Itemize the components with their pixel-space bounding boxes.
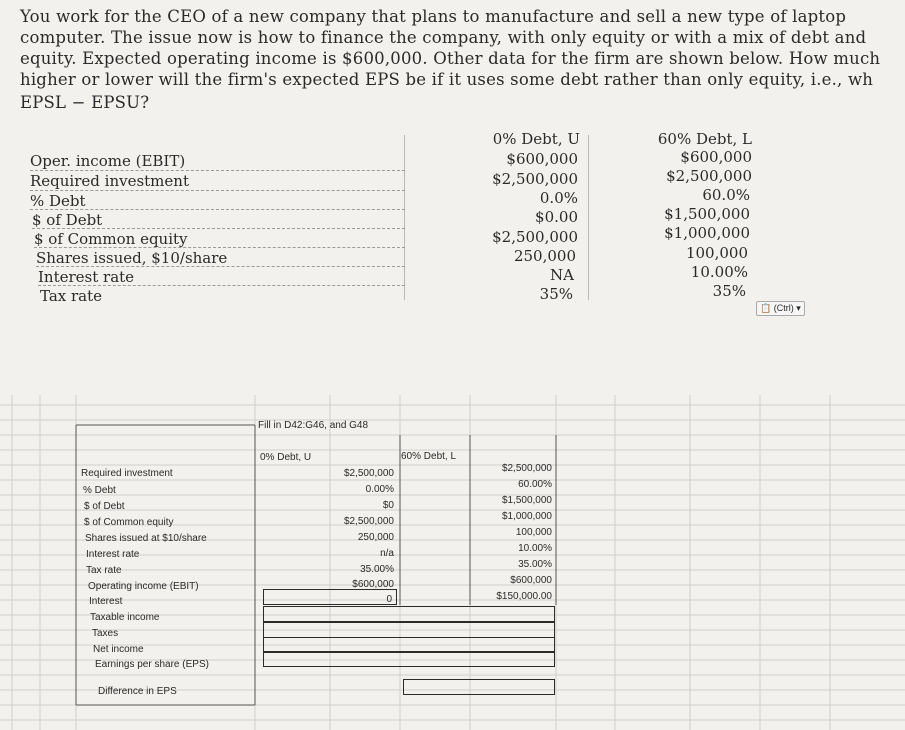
u-tax-rate: 35% (539, 285, 573, 303)
label-dollar-debt: $ of Debt (32, 211, 103, 229)
ws-label: Taxes (92, 628, 119, 639)
ws-u-value: 0 (386, 594, 392, 605)
row-divider (30, 190, 405, 191)
problem-line-1: You work for the CEO of a new company that plans to manufacture and sell a new type of laptop (20, 7, 847, 26)
clipboard-icon: 📋 (760, 303, 772, 313)
row-divider (30, 170, 405, 171)
u-debt: $0.00 (535, 208, 578, 226)
input-cell-eps-difference[interactable] (403, 679, 555, 695)
ws-u-value: 35.00% (360, 564, 394, 575)
ws-label: Difference in EPS (98, 686, 177, 697)
l-interest-rate: 10.00% (690, 263, 748, 281)
ws-label: % Debt (83, 485, 116, 496)
ws-u-value: $0 (382, 500, 394, 511)
u-ebit: $600,000 (506, 150, 578, 168)
input-cell-taxable-income[interactable] (263, 606, 555, 622)
label-ebit: Oper. income (EBIT) (30, 152, 186, 170)
ws-u-value: $2,500,000 (343, 468, 394, 479)
input-cell-eps[interactable] (263, 651, 555, 667)
ws-label: Earnings per share (EPS) (95, 659, 209, 670)
ws-u-value: 250,000 (357, 532, 394, 543)
row-divider (36, 266, 405, 267)
u-pct-debt: 0.0% (539, 189, 578, 207)
ws-l-value: 10.00% (518, 543, 552, 554)
spreadsheet-grid (0, 395, 905, 730)
label-pct-debt: % Debt (30, 192, 86, 210)
u-interest-rate: NA (550, 266, 574, 284)
ws-label: $ of Debt (84, 501, 125, 512)
problem-statement (20, 6, 905, 113)
label-interest-rate: Interest rate (38, 268, 135, 286)
ws-l-value: $1,500,000 (501, 495, 552, 506)
problem-line-4: higher or lower will the firm's expected EPS be if it uses some debt rather than only equity, i.e., wh (20, 70, 874, 89)
l-tax-rate: 35% (712, 282, 746, 300)
ws-header-u: 0% Debt, U (260, 452, 312, 463)
l-shares: 100,000 (685, 244, 748, 262)
ws-label: Tax rate (86, 565, 122, 576)
ws-label: Interest rate (86, 549, 140, 560)
ws-l-value: $2,500,000 (501, 463, 552, 474)
col-u-header: 0% Debt, U (492, 130, 580, 148)
problem-line-3: equity. Expected operating income is $600,000. Other data for the firm are shown below. How much (20, 49, 881, 68)
ws-label: Interest (89, 596, 123, 607)
ws-label: Taxable income (90, 612, 160, 623)
input-cell-taxes[interactable] (263, 622, 555, 638)
instruction-text: Fill in D42:G46, and G48 (258, 420, 369, 431)
paste-options-button[interactable] (756, 301, 805, 316)
ws-u-value: $2,500,000 (343, 516, 394, 527)
row-divider (30, 209, 405, 210)
table-divider (404, 135, 405, 300)
ctrl-badge-label: (Ctrl) ▾ (773, 303, 801, 313)
ws-l-value: 60.00% (518, 479, 552, 490)
label-tax-rate: Tax rate (40, 287, 103, 305)
ws-l-value: $600,000 (510, 575, 552, 586)
l-debt: $1,500,000 (664, 205, 750, 223)
u-shares: 250,000 (513, 247, 576, 265)
table-divider (588, 135, 589, 300)
ws-label: Net income (93, 644, 144, 655)
ws-label: Shares issued at $10/share (85, 533, 207, 544)
l-equity: $1,000,000 (664, 224, 750, 242)
row-divider (32, 228, 405, 229)
l-ebit: $600,000 (680, 148, 752, 166)
ws-l-value: $1,000,000 (501, 511, 552, 522)
u-equity: $2,500,000 (492, 228, 578, 246)
label-shares-issued: Shares issued, $10/share (36, 249, 228, 267)
l-investment: $2,500,000 (666, 167, 752, 185)
ws-l-value: 35.00% (518, 559, 552, 570)
ws-u-value: $600,000 (352, 579, 394, 590)
ws-label: $ of Common equity (84, 517, 174, 528)
input-cell-u-interest[interactable] (263, 589, 397, 605)
ws-header-l: 60% Debt, L (401, 451, 457, 462)
label-required-investment: Required investment (30, 172, 189, 190)
ws-u-value: 0.00% (365, 484, 394, 495)
ws-l-value: 100,000 (515, 527, 552, 538)
ws-l-value: $150,000.00 (496, 591, 552, 602)
u-investment: $2,500,000 (492, 170, 578, 188)
problem-line-5: EPSL − EPSU? (20, 93, 150, 112)
col-l-header: 60% Debt, L (657, 130, 752, 148)
ws-u-value: n/a (380, 548, 394, 559)
ws-label: Required investment (81, 468, 173, 479)
label-common-equity: $ of Common equity (34, 230, 188, 248)
ws-label: Operating income (EBIT) (88, 581, 199, 592)
row-divider (34, 247, 405, 248)
row-divider (38, 285, 405, 286)
l-pct-debt: 60.0% (702, 186, 750, 204)
problem-line-2: computer. The issue now is how to finance the company, with only equity or with a mix of debt and (20, 28, 867, 47)
